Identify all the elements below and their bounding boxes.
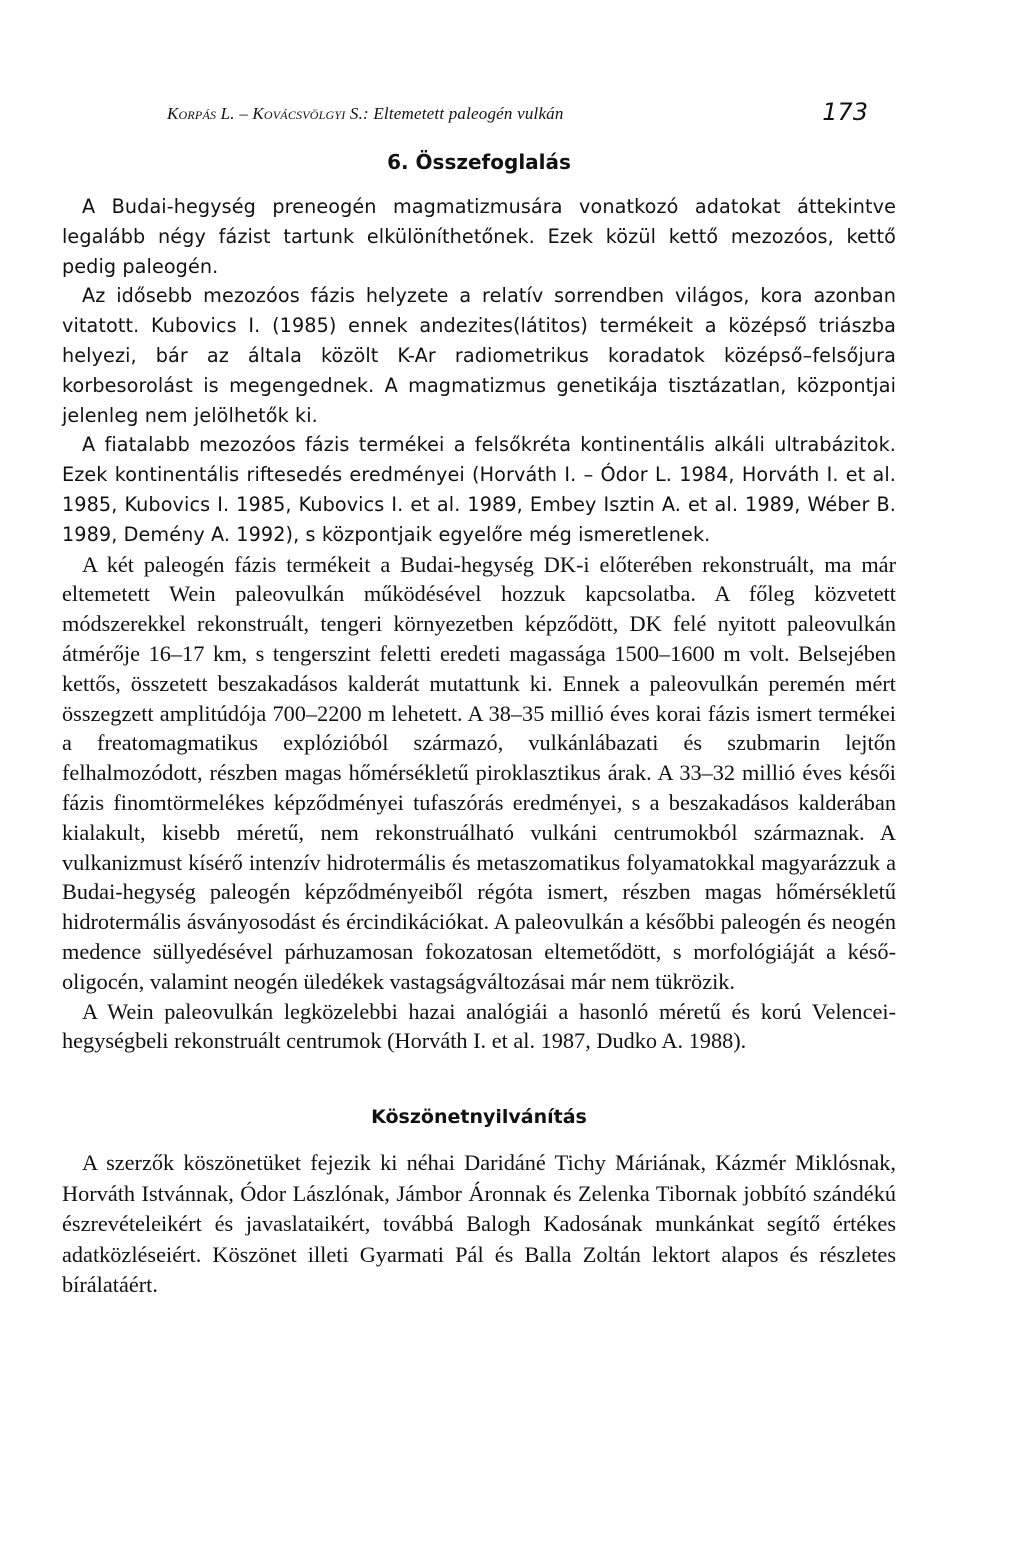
paragraph-2: Az idősebb mezozóos fázis helyzete a relatív sorrendben világos, kora azonban vitatott. Kubovics I. (1985) ennek andezites(látitos) termékeit a középső triászba helyezi, bár az általa közölt K-Ar radiometrikus koradatok középső–felsőjura korbesorolást is megengednek. A magmatizmus genetikája tisztázatlan, központjai jelenleg nem jelölhetők ki. [62,284,896,427]
running-head-left [167,104,564,124]
acknowledgement-title: Köszönetnyilvánítás [371,1106,587,1129]
page [62,96,896,1301]
paragraph-3: A fiatalabb mezozóos fázis termékei a felsőkréta kontinentális alkáli ultrabázitok. Ezek kontinentális riftesedés eredményei (Horváth I. – Ódor L. 1984, Horváth I. et al. 1985, Kubovics I. 1985, Kubovics I. et al. 1989, Embey Isztin A. et al. 1989, Wéber B. 1989, Demény A. 1992), s központjaik egyelőre még ismeretlenek. [62,433,896,546]
running-head [62,96,896,140]
running-head-authors: Korpás L. – Kovácsvölgyi S.: [167,104,369,123]
paragraph-5: A Wein paleovulkán legközelebbi hazai analógiái a hasonló méretű és korú Velencei-hegységbeli rekonstruált centrumok (Horváth I. et al. 1987, Dudko A. 1988). [62,998,896,1054]
paragraph-1: A Budai-hegység preneogén magmatizmusára vonatkozó adatokat áttekintve legalább négy fázist tartunk elkülöníthetőnek. Ezek közül kettő mezozóos, kettő pedig paleogén. [62,195,896,278]
section-title: 6. Összefoglalás [387,150,571,174]
acknowledgement-text: A szerzők köszönetüket fejezik ki néhai Daridáné Tichy Máriának, Kázmér Miklósnak, Horváth Istvánnak, Ódor Lászlónak, Jámbor Áronnak és Zelenka Tibornak jobbító szándékú észrevételeikért és javaslataikért, továbbá Balogh Kadosának munkánkat segítő értékes adatközléseiért. Köszönet illeti Gyarmati Pál és Balla Zoltán lektort alapos és részletes bírálatáért. [62,1150,896,1298]
page-number: 173 [822,98,868,126]
paragraph-4: A két paleogén fázis termékeit a Budai-hegység DK-i előterében rekonstruált, ma már eltemetett Wein paleovulkán működésével hozzuk kapcsolatba. A főleg közvetett módszerekkel rekonstruált, tengeri környezetben képződött, DK felé nyitott paleovulkán átmérője 16–17 km, s tengerszint feletti eredeti magassága 1500–1600 m volt. Belsejében kettős, összetett beszakadásos kalderát mutattunk ki. Ennek a paleovulkán peremén mért összegzett amplitúdója 700–2200 m lehetett. A 38–35 millió éves korai fázis ismert termékei a freatomagmatikus explózióból származó, vulkánlábazati és szubmarin lejtőn felhalmozódott, részben magas hőmérsékletű piroklasztikus árak. A 33–32 millió éves késői fázis finomtörmelékes képződményei tufaszórás eredményei, s a beszakadásos kalderában kialakult, kisebb méretű, nem rekonstruálható vulkáni centrumokból származnak. A vulkanizmust kísérő intenzív hidrotermális és metaszomatikus folyamatokkal magyarázzuk a Budai-hegység paleogén képződményeiből régóta ismert, részben magas hőmérsékletű hidrotermális ásványosodást és ércindikációkat. A paleovulkán a későbbi paleogén és neogén medence süllyedésével párhuzamosan fokozatosan eltemetődött, s morfológiáját a későoligocén, valamint neogén üledékek vastagságváltozásai már nem tükrözik. [62,551,896,994]
running-head-title: Eltemetett paleogén vulkán [373,104,564,123]
